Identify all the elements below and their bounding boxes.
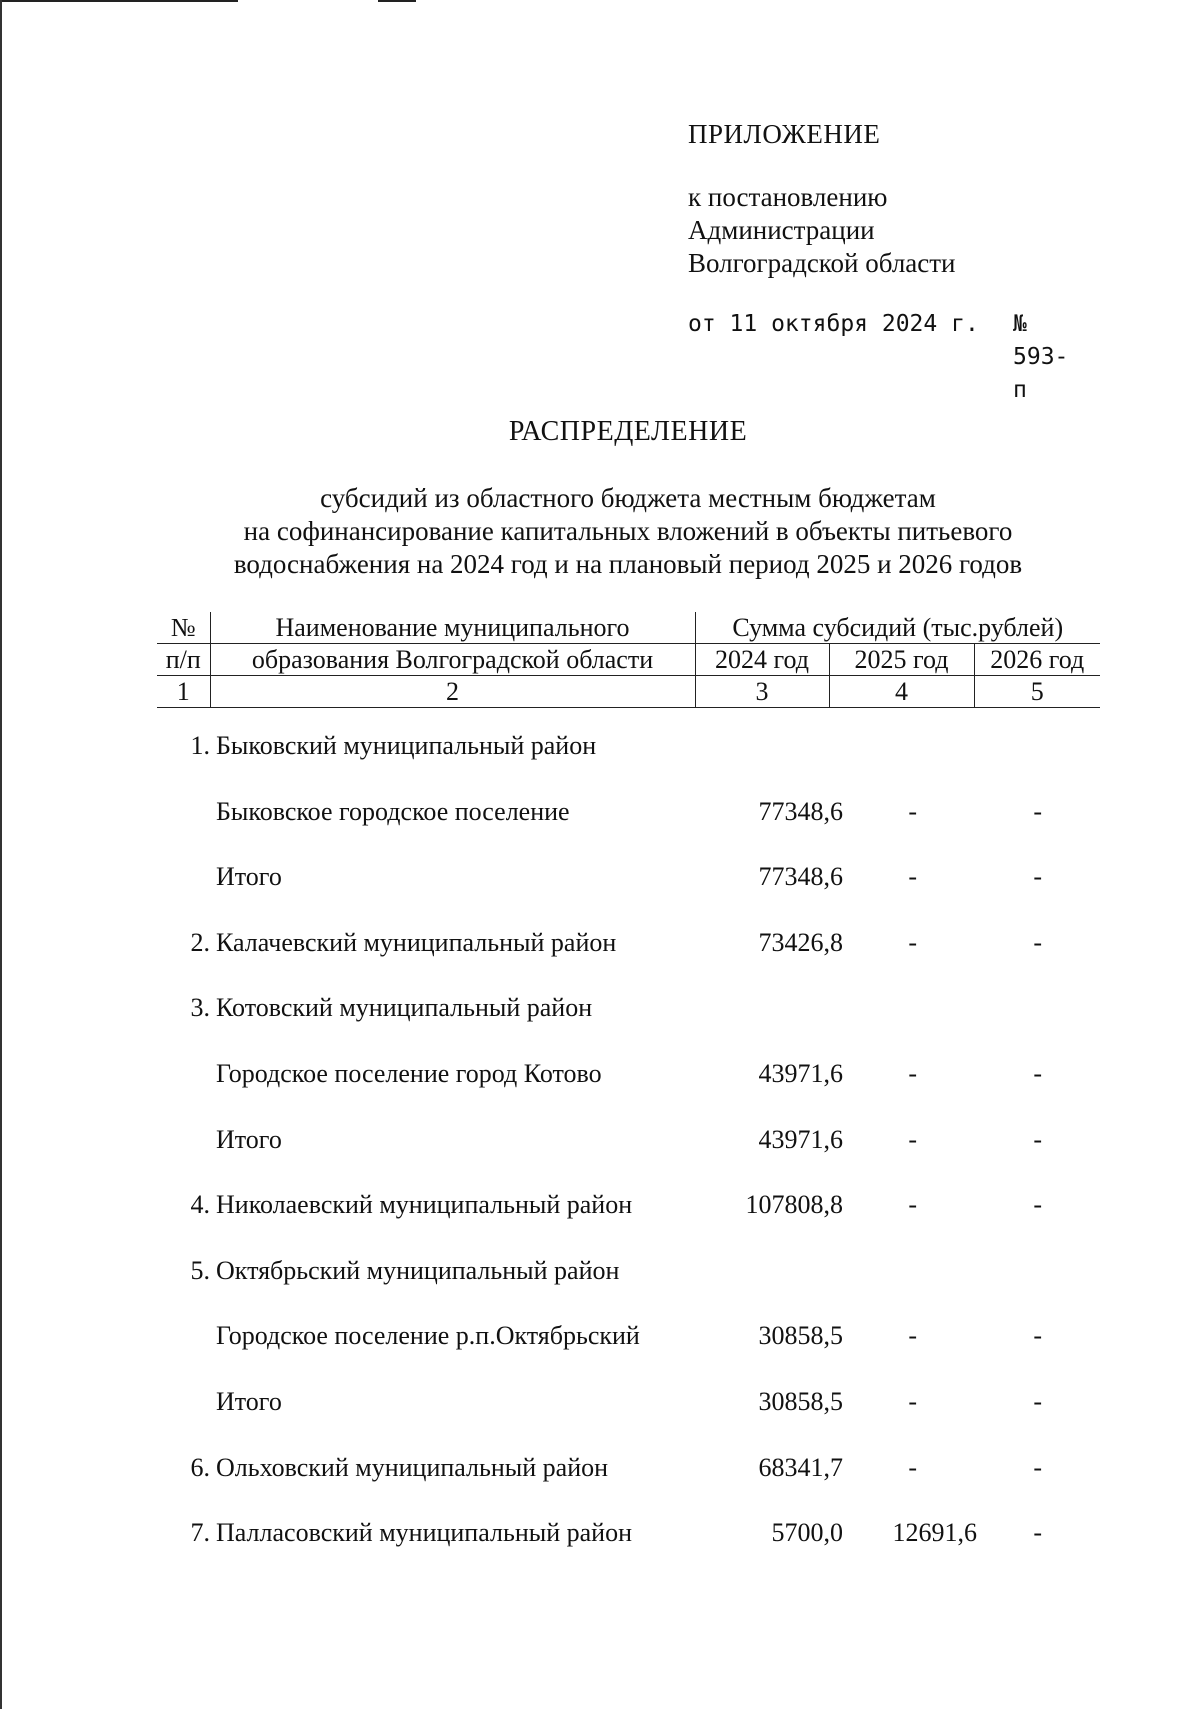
decree-date-line — [688, 308, 1069, 403]
value-2024: 43971,6 — [758, 1058, 843, 1088]
value-2025: - — [908, 1190, 917, 1220]
appendix-heading: ПРИЛОЖЕНИЕ — [688, 119, 881, 149]
value-2024: 5700,0 — [771, 1518, 843, 1548]
table-row — [157, 979, 1100, 1045]
table-header — [157, 612, 1100, 708]
row-number: 5. — [190, 1255, 210, 1285]
subtitle-line: субсидий из областного бюджета местным бюджетам — [320, 483, 936, 513]
header-num: № — [157, 612, 210, 644]
header-year: 2025 год — [829, 644, 974, 676]
column-index: 2 — [210, 676, 695, 708]
header-num: п/п — [157, 644, 210, 676]
row-number: 3. — [190, 993, 210, 1023]
municipality-name: Николаевский муниципальный район — [216, 1190, 633, 1220]
municipality-name: Итого — [216, 1124, 282, 1154]
column-index: 3 — [695, 676, 829, 708]
municipality-name: Итого — [216, 862, 282, 892]
row-number: 4. — [190, 1190, 210, 1220]
value-2025: - — [908, 862, 917, 892]
value-2025: - — [908, 1321, 917, 1351]
municipality-name: Калачевский муниципальный район — [216, 927, 617, 957]
header-year: 2026 год — [974, 644, 1100, 676]
column-index: 5 — [974, 676, 1100, 708]
municipality-name: Итого — [216, 1386, 282, 1416]
header-name: Наименование муниципального — [210, 612, 695, 644]
value-2025: - — [908, 796, 917, 826]
table-row — [157, 1439, 1100, 1505]
subtitle-line: водоснабжения на 2024 год и на плановый период 2025 и 2026 годов — [233, 549, 1023, 579]
table-row — [157, 717, 1100, 783]
municipality-name: Городское поселение город Котово — [216, 1058, 602, 1088]
approval-line: Волгоградской области — [688, 248, 956, 278]
row-number: 1. — [190, 731, 210, 760]
scan-edge-line — [0, 0, 238, 2]
approval-line: к постановлению — [688, 182, 888, 212]
header-sum: Сумма субсидий (тыс.рублей) — [695, 612, 1100, 644]
value-2026: - — [1033, 927, 1042, 957]
value-2026: - — [1033, 1058, 1042, 1088]
value-2024: 30858,5 — [758, 1386, 843, 1416]
subtitle-line: на софинансирование капитальных вложений в объекты питьевого — [243, 516, 1013, 546]
value-2026: - — [1033, 1321, 1042, 1351]
value-2026: - — [1033, 1190, 1042, 1220]
header-name: образования Волгоградской области — [210, 644, 695, 676]
table-row — [157, 914, 1100, 980]
table-row — [157, 1242, 1100, 1308]
municipality-name: Городское поселение р.п.Октябрьский — [216, 1321, 640, 1351]
document-title: РАСПРЕДЕЛЕНИЕ — [508, 416, 748, 447]
value-2025: 12691,6 — [892, 1518, 977, 1548]
row-number: 6. — [190, 1452, 210, 1482]
column-index: 1 — [157, 676, 210, 708]
row-number: 2. — [190, 927, 210, 957]
value-2025: - — [908, 1124, 917, 1154]
table-row — [157, 1373, 1100, 1439]
table-body — [157, 717, 1100, 1570]
decree-date: от 11 октября 2024 г. — [688, 311, 979, 337]
value-2024: 30858,5 — [758, 1321, 843, 1351]
value-2024: 68341,7 — [758, 1452, 843, 1482]
table-row — [157, 848, 1100, 914]
table-row — [157, 783, 1100, 849]
scan-edge-line — [378, 0, 416, 2]
table-row — [157, 1045, 1100, 1111]
municipality-name: Котовский муниципальный район — [216, 993, 593, 1023]
document-subtitle — [0, 482, 1200, 581]
value-2024: 107808,8 — [745, 1190, 843, 1220]
table-row — [157, 1307, 1100, 1373]
value-2025: - — [908, 1386, 917, 1416]
table-row — [157, 1504, 1100, 1570]
municipality-name: Быковское городское поселение — [216, 796, 570, 826]
table-row — [157, 1111, 1100, 1177]
value-2026: - — [1033, 1124, 1042, 1154]
scan-left-edge — [0, 0, 2, 1709]
value-2024: 77348,6 — [758, 796, 843, 826]
approval-line: Администрации — [688, 215, 875, 245]
municipality-name: Ольховский муниципальный район — [216, 1452, 609, 1482]
column-index: 4 — [829, 676, 974, 708]
value-2026: - — [1033, 1452, 1042, 1482]
value-2026: - — [1033, 862, 1042, 892]
value-2026: - — [1033, 796, 1042, 826]
header-year: 2024 год — [695, 644, 829, 676]
row-number: 7. — [190, 1518, 210, 1548]
value-2025: - — [908, 927, 917, 957]
municipality-name: Октябрьский муниципальный район — [216, 1255, 620, 1285]
approval-block — [688, 118, 1069, 403]
value-2026: - — [1033, 1386, 1042, 1416]
decree-number: № 593-п — [1013, 311, 1069, 403]
municipality-name: Палласовский муниципальный район — [216, 1518, 632, 1548]
value-2025: - — [908, 1452, 917, 1482]
value-2025: - — [908, 1058, 917, 1088]
municipality-name: Быковский муниципальный район — [216, 731, 597, 760]
table-row — [157, 1176, 1100, 1242]
value-2026: - — [1033, 1518, 1042, 1548]
value-2024: 73426,8 — [758, 927, 843, 957]
value-2024: 43971,6 — [758, 1124, 843, 1154]
value-2024: 77348,6 — [758, 862, 843, 892]
